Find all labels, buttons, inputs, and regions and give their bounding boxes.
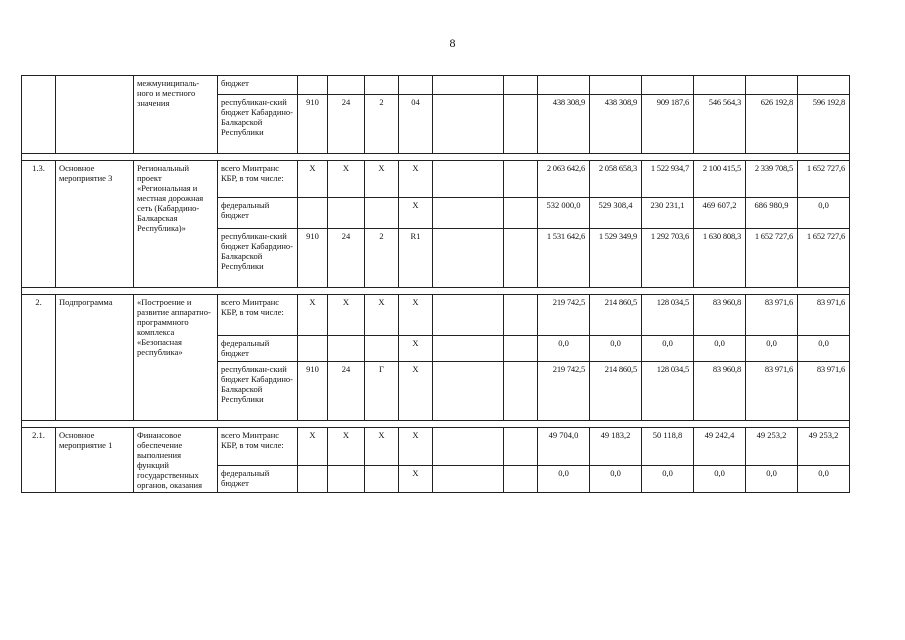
code-cell: R1 — [399, 229, 433, 288]
empty-cell — [504, 428, 538, 466]
funding-source-cell: федеральный бюджет — [218, 198, 298, 229]
value-cell: 626 192,8 — [746, 95, 798, 154]
separator-row — [22, 421, 850, 428]
value-cell: 438 308,9 — [538, 95, 590, 154]
value-cell: 0,0 — [798, 466, 850, 493]
code-cell: X — [399, 161, 433, 198]
code-cell — [328, 466, 365, 493]
value-cell: 2 339 708,5 — [746, 161, 798, 198]
code-cell: X — [298, 295, 328, 336]
code-cell — [399, 76, 433, 95]
code-cell: 24 — [328, 362, 365, 421]
code-cell: 2 — [365, 229, 399, 288]
code-cell: X — [328, 295, 365, 336]
page-number: 8 — [449, 36, 456, 50]
value-cell: 1 292 703,6 — [642, 229, 694, 288]
value-cell: 0,0 — [746, 336, 798, 362]
separator-cell — [22, 288, 850, 295]
value-cell — [746, 76, 798, 95]
row-name-cell: Финансовое обеспечение выполнения функций государственных органов, оказания — [134, 428, 218, 493]
code-cell — [298, 336, 328, 362]
value-cell: 214 860,5 — [590, 362, 642, 421]
empty-cell — [504, 198, 538, 229]
code-cell — [365, 336, 399, 362]
funding-source-cell: федеральный бюджет — [218, 336, 298, 362]
code-cell — [298, 198, 328, 229]
value-cell: 0,0 — [694, 466, 746, 493]
row-number-cell — [22, 76, 56, 154]
code-cell: 24 — [328, 95, 365, 154]
value-cell: 49 183,2 — [590, 428, 642, 466]
value-cell: 0,0 — [538, 336, 590, 362]
value-cell: 1 652 727,6 — [798, 229, 850, 288]
value-cell — [590, 76, 642, 95]
code-cell: X — [399, 466, 433, 493]
value-cell: 546 564,3 — [694, 95, 746, 154]
table-row — [22, 295, 850, 336]
budget-table — [21, 75, 850, 493]
table-row — [22, 428, 850, 466]
value-cell: 596 192,8 — [798, 95, 850, 154]
value-cell: 49 253,2 — [746, 428, 798, 466]
empty-cell — [433, 161, 504, 198]
value-cell: 1 652 727,6 — [746, 229, 798, 288]
funding-source-cell: бюджет — [218, 76, 298, 95]
code-cell: X — [399, 198, 433, 229]
code-cell: X — [328, 161, 365, 198]
empty-cell — [433, 336, 504, 362]
code-cell: X — [399, 336, 433, 362]
empty-cell — [504, 336, 538, 362]
code-cell — [328, 336, 365, 362]
code-cell: 910 — [298, 362, 328, 421]
code-cell: 910 — [298, 95, 328, 154]
separator-row — [22, 154, 850, 161]
code-cell — [365, 466, 399, 493]
row-number-cell: 2. — [22, 295, 56, 421]
value-cell: 230 231,1 — [642, 198, 694, 229]
row-number-cell: 1.3. — [22, 161, 56, 288]
code-cell: X — [298, 428, 328, 466]
value-cell: 1 531 642,6 — [538, 229, 590, 288]
value-cell: 50 118,8 — [642, 428, 694, 466]
separator-row — [22, 288, 850, 295]
value-cell — [642, 76, 694, 95]
value-cell: 532 000,0 — [538, 198, 590, 229]
empty-cell — [433, 362, 504, 421]
value-cell: 49 704,0 — [538, 428, 590, 466]
value-cell: 49 253,2 — [798, 428, 850, 466]
value-cell — [694, 76, 746, 95]
empty-cell — [433, 428, 504, 466]
row-name-cell: межмуниципаль-ного и местного значения — [134, 76, 218, 154]
code-cell: X — [399, 428, 433, 466]
value-cell: 214 860,5 — [590, 295, 642, 336]
value-cell: 1 630 808,3 — [694, 229, 746, 288]
value-cell: 1 522 934,7 — [642, 161, 694, 198]
row-type-cell: Подпрограмма — [56, 295, 134, 421]
value-cell: 0,0 — [642, 466, 694, 493]
row-name-cell: «Построение и развитие аппаратно-программного комплекса «Безопасная республика» — [134, 295, 218, 421]
row-name-cell: Региональный проект «Региональная и местная дорожная сеть (Кабардино-Балкарская Республика)» — [134, 161, 218, 288]
empty-cell — [504, 161, 538, 198]
empty-cell — [433, 198, 504, 229]
value-cell: 686 980,9 — [746, 198, 798, 229]
empty-cell — [504, 362, 538, 421]
value-cell: 529 308,4 — [590, 198, 642, 229]
funding-source-cell: республикан-ский бюджет Кабардино-Балкарской Республики — [218, 95, 298, 154]
value-cell: 1 652 727,6 — [798, 161, 850, 198]
code-cell — [298, 466, 328, 493]
code-cell — [365, 76, 399, 95]
value-cell — [538, 76, 590, 95]
code-cell: X — [365, 428, 399, 466]
row-type-cell: Основное мероприятие 1 — [56, 428, 134, 493]
row-type-cell: Основное мероприятие 3 — [56, 161, 134, 288]
empty-cell — [433, 76, 504, 95]
value-cell: 83 960,8 — [694, 295, 746, 336]
funding-source-cell: всего Минтранс КБР, в том числе: — [218, 295, 298, 336]
value-cell: 469 607,2 — [694, 198, 746, 229]
value-cell: 0,0 — [538, 466, 590, 493]
code-cell: X — [365, 295, 399, 336]
value-cell: 0,0 — [798, 198, 850, 229]
value-cell: 83 971,6 — [746, 362, 798, 421]
empty-cell — [504, 229, 538, 288]
empty-cell — [504, 76, 538, 95]
table-row — [22, 161, 850, 198]
empty-cell — [504, 95, 538, 154]
separator-cell — [22, 421, 850, 428]
code-cell — [328, 198, 365, 229]
empty-cell — [433, 466, 504, 493]
code-cell: X — [328, 428, 365, 466]
value-cell: 0,0 — [590, 466, 642, 493]
funding-source-cell: республикан-ский бюджет Кабардино-Балкарской Республики — [218, 362, 298, 421]
table-row — [22, 76, 850, 95]
code-cell: X — [399, 295, 433, 336]
code-cell: X — [365, 161, 399, 198]
value-cell: 219 742,5 — [538, 362, 590, 421]
funding-source-cell: федеральный бюджет — [218, 466, 298, 493]
code-cell: 910 — [298, 229, 328, 288]
value-cell: 0,0 — [642, 336, 694, 362]
value-cell: 83 960,8 — [694, 362, 746, 421]
code-cell: X — [399, 362, 433, 421]
value-cell — [798, 76, 850, 95]
code-cell — [328, 76, 365, 95]
separator-cell — [22, 154, 850, 161]
row-number-cell: 2.1. — [22, 428, 56, 493]
code-cell: Г — [365, 362, 399, 421]
empty-cell — [504, 295, 538, 336]
value-cell: 438 308,9 — [590, 95, 642, 154]
empty-cell — [504, 466, 538, 493]
code-cell: 2 — [365, 95, 399, 154]
value-cell: 128 034,5 — [642, 295, 694, 336]
code-cell: 24 — [328, 229, 365, 288]
value-cell: 2 058 658,3 — [590, 161, 642, 198]
code-cell: 04 — [399, 95, 433, 154]
value-cell: 2 063 642,6 — [538, 161, 590, 198]
value-cell: 219 742,5 — [538, 295, 590, 336]
code-cell — [298, 76, 328, 95]
code-cell — [365, 198, 399, 229]
funding-source-cell: всего Минтранс КБР, в том числе: — [218, 428, 298, 466]
value-cell: 1 529 349,9 — [590, 229, 642, 288]
value-cell: 49 242,4 — [694, 428, 746, 466]
empty-cell — [433, 229, 504, 288]
empty-cell — [433, 95, 504, 154]
value-cell: 83 971,6 — [798, 295, 850, 336]
row-type-cell — [56, 76, 134, 154]
value-cell: 128 034,5 — [642, 362, 694, 421]
value-cell: 83 971,6 — [798, 362, 850, 421]
value-cell: 909 187,6 — [642, 95, 694, 154]
value-cell: 0,0 — [746, 466, 798, 493]
value-cell: 0,0 — [798, 336, 850, 362]
value-cell: 83 971,6 — [746, 295, 798, 336]
funding-source-cell: всего Минтранс КБР, в том числе: — [218, 161, 298, 198]
value-cell: 0,0 — [590, 336, 642, 362]
empty-cell — [433, 295, 504, 336]
funding-source-cell: республикан-ский бюджет Кабардино-Балкарской Республики — [218, 229, 298, 288]
code-cell: X — [298, 161, 328, 198]
value-cell: 2 100 415,5 — [694, 161, 746, 198]
value-cell: 0,0 — [694, 336, 746, 362]
